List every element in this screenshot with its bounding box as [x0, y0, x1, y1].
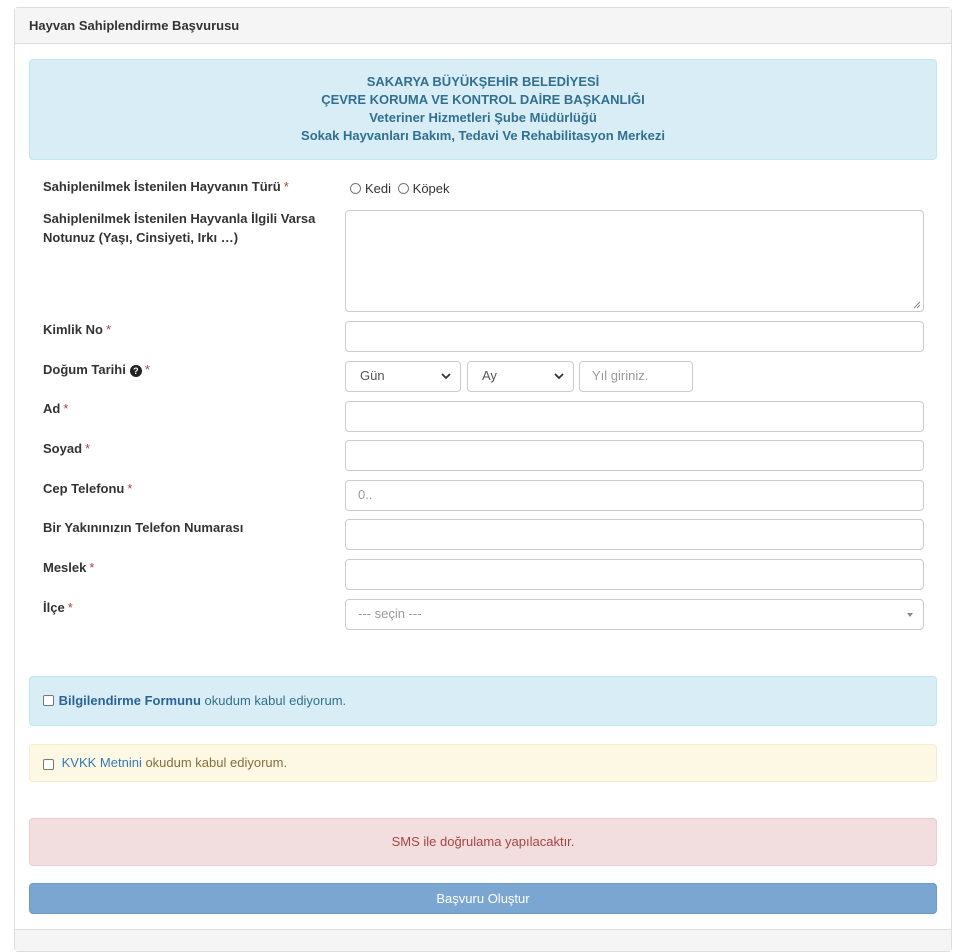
last-name-input[interactable]: [345, 440, 924, 471]
radio-kopek-label[interactable]: Köpek: [412, 181, 450, 196]
id-no-input[interactable]: [345, 321, 924, 352]
info-form-checkbox[interactable]: [43, 695, 54, 706]
info-line-4: Sokak Hayvanları Bakım, Tedavi Ve Rehabilitasyon Merkezi: [301, 128, 665, 143]
sms-verification-alert: SMS ile doğrulama yapılacaktır.: [29, 818, 937, 866]
first-name-label: Ad *: [43, 401, 69, 416]
animal-type-label: Sahiplenilmek İstenilen Hayvanın Türü *: [43, 179, 289, 194]
panel-footer: [15, 929, 951, 951]
first-name-input[interactable]: [345, 401, 924, 432]
radio-kedi-label[interactable]: Kedi: [365, 181, 392, 196]
radio-kopek[interactable]: [398, 183, 409, 194]
occupation-label: Meslek *: [43, 560, 95, 575]
relative-phone-input[interactable]: [345, 519, 924, 550]
panel-title: Hayvan Sahiplendirme Başvurusu: [15, 8, 951, 44]
district-select[interactable]: --- seçin ---: [345, 599, 924, 630]
last-name-label: Soyad *: [43, 441, 91, 456]
birth-year-input[interactable]: Yıl giriniz.: [579, 361, 693, 392]
chevron-down-icon: [553, 370, 565, 382]
info-form-text: okudum kabul ediyorum.: [200, 693, 347, 708]
kvkk-link[interactable]: KVKK Metnini: [61, 755, 142, 770]
info-line-1: SAKARYA BÜYÜKŞEHİR BELEDİYESİ: [366, 74, 600, 89]
info-line-3: Veteriner Hizmetleri Şube Müdürlüğü: [369, 110, 597, 125]
mobile-label: Cep Telefonu *: [43, 481, 133, 496]
caret-down-icon: [907, 613, 913, 617]
kvkk-checkbox[interactable]: [43, 759, 54, 770]
required-mark: *: [105, 322, 112, 337]
id-no-label: Kimlik No *: [43, 322, 112, 337]
mobile-input[interactable]: 0..: [345, 480, 924, 511]
info-line-2: ÇEVRE KORUMA VE KONTROL DAİRE BAŞKANLIĞI: [321, 92, 645, 107]
required-mark: *: [85, 441, 91, 456]
info-form-consent: [29, 676, 937, 726]
required-mark: *: [89, 560, 95, 575]
birth-day-select[interactable]: Gün: [345, 361, 461, 392]
required-mark: *: [67, 600, 73, 615]
occupation-input[interactable]: [345, 559, 924, 590]
animal-type-radio-group: [350, 181, 450, 196]
relative-phone-label: Bir Yakınınızın Telefon Numarası: [43, 520, 244, 535]
district-label: İlçe *: [43, 600, 73, 615]
kvkk-text: okudum kabul ediyorum.: [141, 755, 288, 770]
birth-date-label: Doğum Tarihi ? *: [43, 362, 150, 377]
radio-kedi[interactable]: [350, 183, 361, 194]
municipality-info-box: [29, 59, 937, 160]
question-circle-icon[interactable]: ?: [130, 365, 142, 377]
create-application-button[interactable]: Başvuru Oluştur: [29, 883, 937, 914]
required-mark: *: [144, 362, 150, 377]
required-mark: *: [63, 401, 69, 416]
required-mark: *: [127, 481, 133, 496]
application-panel: [14, 7, 952, 952]
required-mark: *: [283, 179, 289, 194]
animal-note-textarea[interactable]: [345, 210, 924, 312]
chevron-down-icon: [440, 370, 452, 382]
animal-note-label: Sahiplenilmek İstenilen Hayvanla İlgili Varsa Notunuz (Yaşı, Cinsiyeti, Irkı …): [43, 211, 316, 245]
resize-grip-icon[interactable]: [913, 301, 921, 309]
kvkk-consent: [29, 744, 937, 782]
info-form-link[interactable]: Bilgilendirme Formunu: [58, 693, 201, 708]
birth-month-select[interactable]: Ay: [467, 361, 574, 392]
